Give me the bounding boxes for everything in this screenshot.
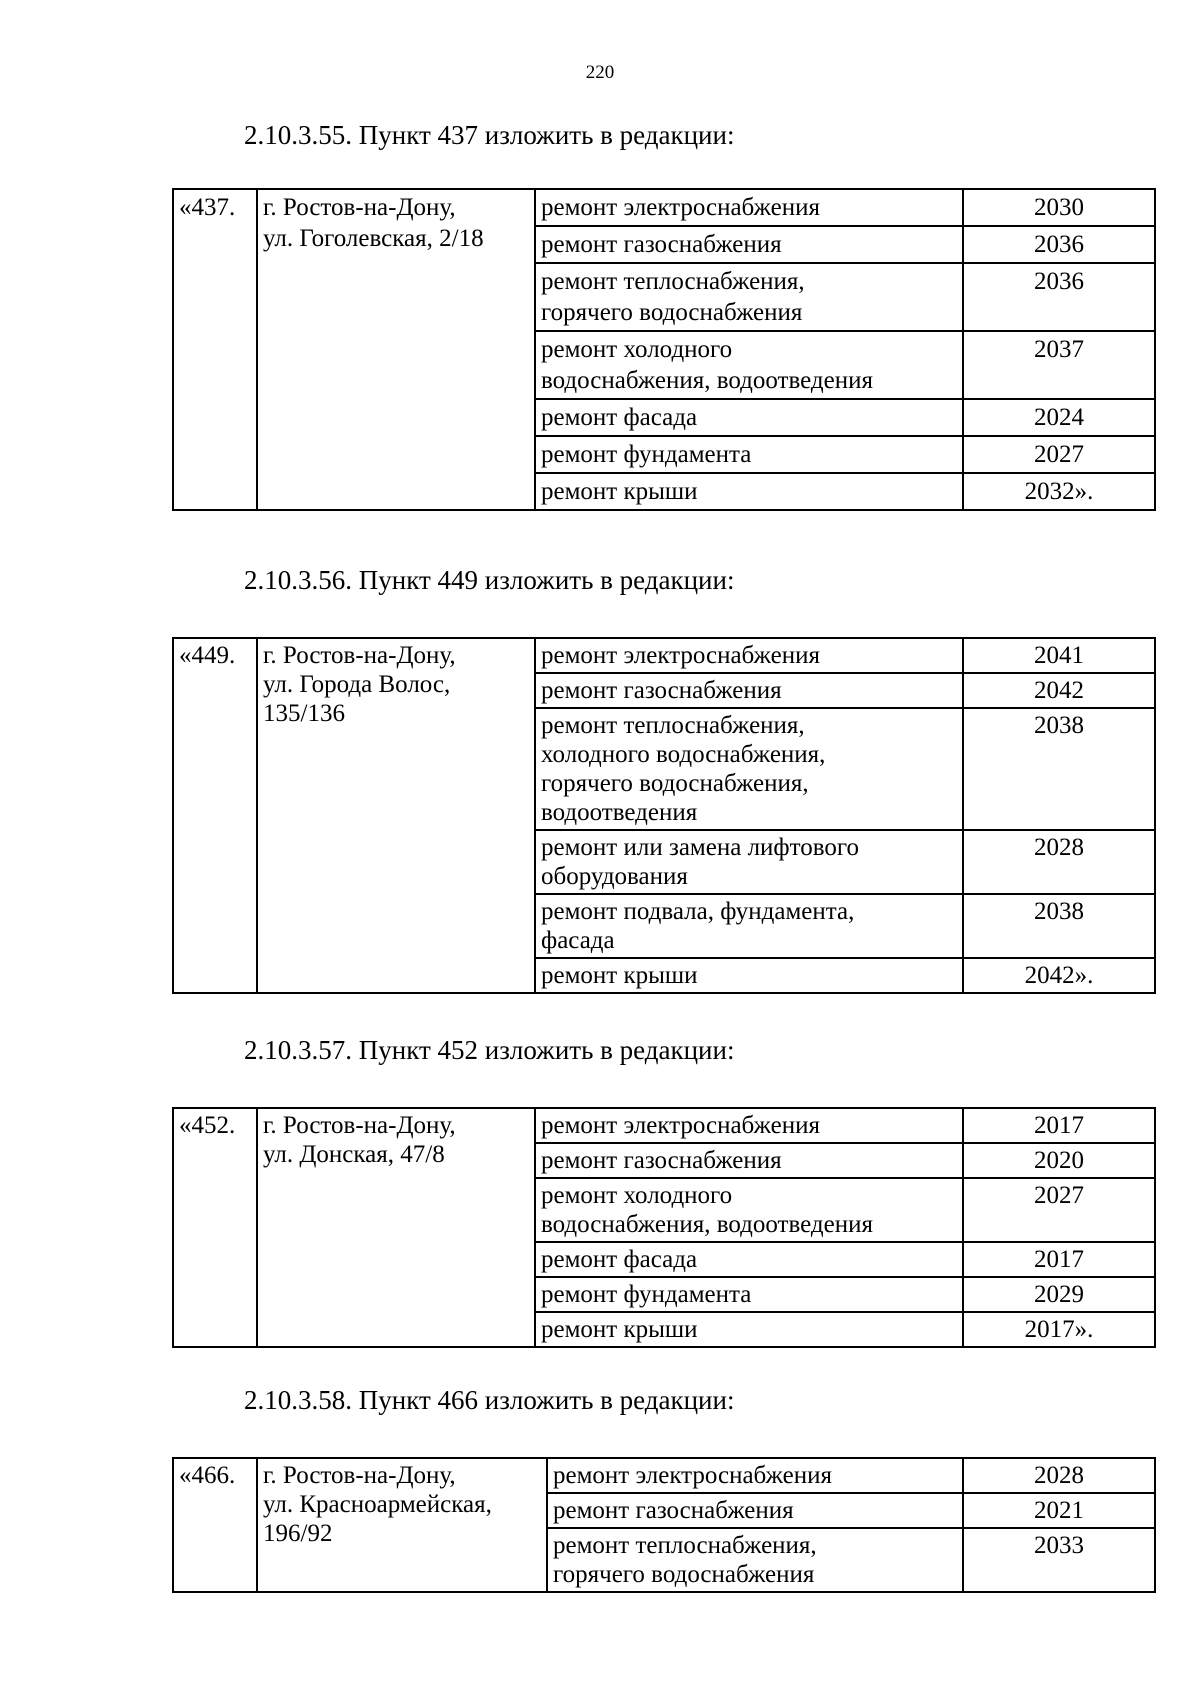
work-cell xyxy=(535,830,963,894)
work-cell: ремонт электроснабжения xyxy=(535,189,963,226)
year-cell: 2028 xyxy=(963,1458,1155,1493)
year-cell: 2036 xyxy=(963,263,1155,331)
year-cell: 2036 xyxy=(963,226,1155,263)
year-cell: 2038 xyxy=(963,708,1155,830)
year-cell: 2027 xyxy=(963,1178,1155,1242)
work-cell: ремонт газоснабжения xyxy=(535,226,963,263)
work-cell xyxy=(547,1528,963,1592)
table-row xyxy=(173,189,1155,226)
item-number: «437. xyxy=(173,189,257,510)
address-line: г. Ростов-на-Дону, xyxy=(263,1462,456,1489)
work-cell: ремонт фасада xyxy=(535,1242,963,1277)
amendment-section-466 xyxy=(172,1380,1172,1593)
year-cell: 2037 xyxy=(963,331,1155,399)
work-line: водоотведения xyxy=(541,799,698,826)
year-cell: 2038 xyxy=(963,894,1155,958)
year-cell: 2041 xyxy=(963,638,1155,673)
work-cell: ремонт крыши xyxy=(535,473,963,510)
year-cell: 2027 xyxy=(963,436,1155,473)
address-line: г. Ростов-на-Дону, xyxy=(263,642,456,669)
year-cell: 2020 xyxy=(963,1143,1155,1178)
page-number: 220 xyxy=(585,62,615,83)
item-number: «449. xyxy=(173,638,257,993)
address-line: ул. Донская, 47/8 xyxy=(263,1141,445,1168)
work-cell xyxy=(535,1178,963,1242)
address-line: ул. Гоголевская, 2/18 xyxy=(263,225,484,252)
year-cell: 2017 xyxy=(963,1242,1155,1277)
table-row xyxy=(173,1458,1155,1493)
work-line: горячего водоснабжения xyxy=(553,1561,815,1588)
table-row xyxy=(173,638,1155,673)
amendment-table xyxy=(172,188,1156,511)
work-cell: ремонт крыши xyxy=(535,958,963,993)
year-cell: 2028 xyxy=(963,830,1155,894)
work-cell: ремонт электроснабжения xyxy=(535,1108,963,1143)
year-cell: 2029 xyxy=(963,1277,1155,1312)
section-heading: 2.10.3.58. Пункт 466 изложить в редакции: xyxy=(244,1385,735,1415)
address-line: ул. Города Волос, xyxy=(263,671,451,698)
year-cell: 2042». xyxy=(963,958,1155,993)
year-cell: 2024 xyxy=(963,399,1155,436)
amendment-table xyxy=(172,637,1156,994)
table-row xyxy=(173,1108,1155,1143)
amendment-section-452 xyxy=(172,1030,1172,1348)
work-cell: ремонт фундамента xyxy=(535,436,963,473)
address-line: г. Ростов-на-Дону, xyxy=(263,1112,456,1139)
work-cell: ремонт крыши xyxy=(535,1312,963,1347)
year-cell: 2017 xyxy=(963,1108,1155,1143)
work-line: ремонт холодного xyxy=(541,336,733,363)
work-cell: ремонт фасада xyxy=(535,399,963,436)
item-number: «452. xyxy=(173,1108,257,1347)
section-heading: 2.10.3.55. Пункт 437 изложить в редакции: xyxy=(244,120,735,150)
work-cell xyxy=(535,708,963,830)
work-line: фасада xyxy=(541,927,615,954)
work-cell xyxy=(535,263,963,331)
work-cell xyxy=(535,331,963,399)
work-cell: ремонт газоснабжения xyxy=(535,673,963,708)
work-line: водоснабжения, водоотведения xyxy=(541,367,873,394)
work-line: горячего водоснабжения xyxy=(541,299,803,326)
section-heading: 2.10.3.57. Пункт 452 изложить в редакции: xyxy=(244,1035,735,1065)
work-line: ремонт теплоснабжения, xyxy=(541,712,805,739)
work-line: водоснабжения, водоотведения xyxy=(541,1211,873,1238)
year-cell: 2032». xyxy=(963,473,1155,510)
address-cell xyxy=(257,1458,547,1592)
work-cell xyxy=(535,894,963,958)
work-line: ремонт теплоснабжения, xyxy=(541,268,805,295)
work-line: горячего водоснабжения, xyxy=(541,770,809,797)
address-line: ул. Красноармейская, xyxy=(263,1491,492,1518)
amendment-table xyxy=(172,1107,1156,1348)
year-cell: 2021 xyxy=(963,1493,1155,1528)
work-line: оборудования xyxy=(541,863,688,890)
year-cell: 2042 xyxy=(963,673,1155,708)
amendment-section-437 xyxy=(172,115,1172,511)
work-line: ремонт или замена лифтового xyxy=(541,834,859,861)
year-cell: 2033 xyxy=(963,1528,1155,1592)
amendment-table xyxy=(172,1457,1156,1593)
work-cell: ремонт фундамента xyxy=(535,1277,963,1312)
address-cell xyxy=(257,189,535,510)
year-cell: 2030 xyxy=(963,189,1155,226)
address-line: 196/92 xyxy=(263,1520,333,1547)
address-line: г. Ростов-на-Дону, xyxy=(263,194,456,221)
work-line: холодного водоснабжения, xyxy=(541,741,826,768)
address-cell xyxy=(257,638,535,993)
work-cell: ремонт газоснабжения xyxy=(535,1143,963,1178)
address-cell xyxy=(257,1108,535,1347)
work-cell: ремонт газоснабжения xyxy=(547,1493,963,1528)
work-cell: ремонт электроснабжения xyxy=(547,1458,963,1493)
section-heading: 2.10.3.56. Пункт 449 изложить в редакции: xyxy=(244,565,735,595)
address-line: 135/136 xyxy=(263,700,345,727)
item-number: «466. xyxy=(173,1458,257,1592)
amendment-section-449 xyxy=(172,560,1172,994)
work-cell: ремонт электроснабжения xyxy=(535,638,963,673)
work-line: ремонт подвала, фундамента, xyxy=(541,898,855,925)
work-line: ремонт холодного xyxy=(541,1182,733,1209)
work-line: ремонт теплоснабжения, xyxy=(553,1532,817,1559)
year-cell: 2017». xyxy=(963,1312,1155,1347)
